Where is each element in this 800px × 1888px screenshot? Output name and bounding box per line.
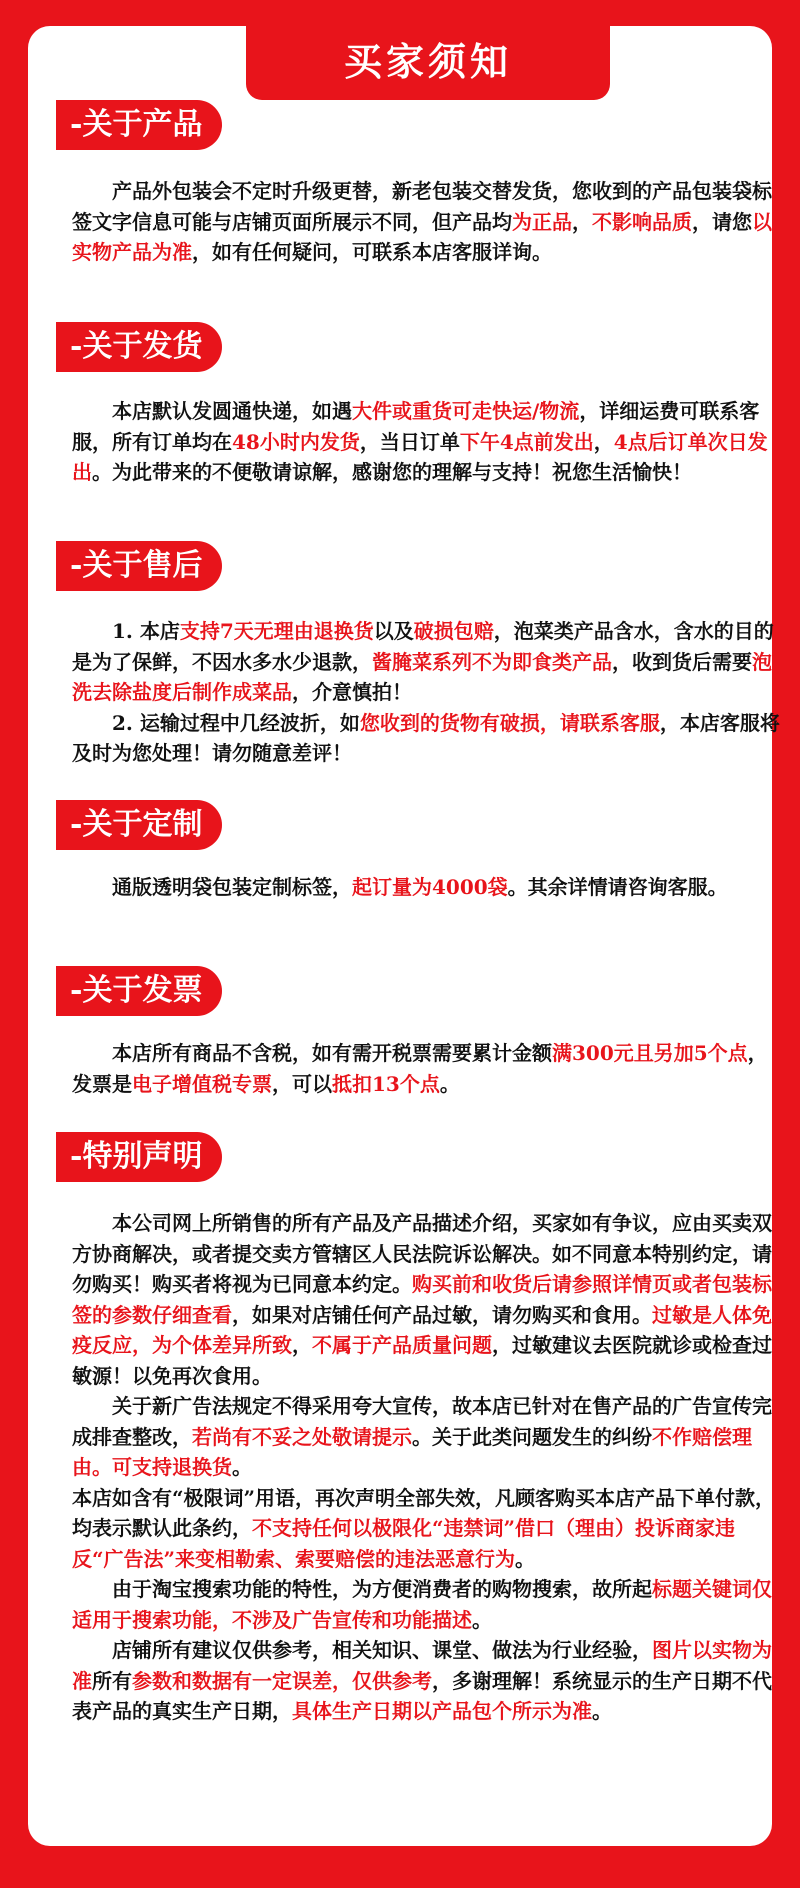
section-title-product: -关于产品	[56, 100, 222, 150]
body-text: 。	[439, 1071, 460, 1096]
paragraph	[72, 1208, 786, 1391]
body-text: 。	[472, 1607, 492, 1632]
paragraph	[72, 396, 786, 488]
highlight-text: 若尚有不妥之处敬请提示	[192, 1424, 412, 1449]
body-text: ，如果对店铺任何产品过敏，请勿购买和食用。	[232, 1302, 652, 1327]
body-text: 本店默认发圆通快递，如遇	[72, 399, 352, 423]
paragraph	[72, 1635, 786, 1727]
highlight-text: 抵扣13个点	[332, 1071, 440, 1096]
body-text: 。关于此类问题发生的纠纷	[412, 1424, 652, 1449]
body-text: 本店所有商品不含税，如有需开税票需要累计金额	[72, 1041, 552, 1065]
highlight-text: 破损包赔	[413, 619, 494, 643]
highlight-text: 参数和数据有一定误差，仅供参考	[132, 1668, 432, 1693]
body-text: ，当日订单	[359, 429, 460, 454]
paragraph	[72, 176, 786, 268]
highlight-text: 具体生产日期以产品包个所示为准	[292, 1699, 592, 1723]
body-text: 店铺所有建议仅供参考，相关知识、课堂、做法为行业经验，	[72, 1638, 652, 1662]
highlight-text: 电子增值税专票	[132, 1071, 272, 1096]
body-text: 关于新广告法规定不得采用夸大宣传，故本店已针对在售产品的广告宣传完成排查整改，	[72, 1394, 772, 1449]
highlight-text: 4点后订单次日发出	[72, 429, 768, 484]
body-text: ，发票是	[72, 1041, 768, 1096]
paragraph	[72, 1038, 786, 1099]
body-text: 由于淘宝搜索功能的特性，为方便消费者的购物搜索，故所起	[72, 1577, 652, 1601]
highlight-text: 您收到的货物有破损，请联系客服	[359, 710, 660, 735]
body-text: 。	[515, 1546, 536, 1571]
highlight-text: 下午4点前发出	[459, 429, 594, 454]
section-title-after-sales: -关于售后	[56, 541, 222, 591]
body-text: 本公司网上所销售的所有产品及产品描述介绍，买家如有争议，应由买卖双方协商解决，或者提交卖方管辖区人民法院诉讼解决。如不同意本特别约定，请勿购买！购买者将视为已同意本约定。	[72, 1211, 772, 1296]
highlight-text: 过敏是人体免疫反应，为个体差异所致	[72, 1302, 772, 1357]
body-text: 。	[592, 1699, 612, 1723]
highlight-text: 不作赔偿理由。可支持退换货	[72, 1424, 752, 1479]
body-text: 通版透明袋包装定制标签，	[72, 875, 352, 899]
body-text: 本店如含有“极限词”用语，再次声明全部失效，凡顾客购买本店产品下单付款，均表示默认此条约，	[72, 1485, 776, 1540]
body-text: 。其余详情请咨询客服。	[507, 875, 728, 899]
section-body-special-statement	[72, 1208, 786, 1727]
section-body-shipping	[72, 396, 786, 488]
highlight-text: 大件或重货可走快运/物流	[352, 399, 580, 423]
body-text: ，多谢理解！系统显示的生产日期不代表产品的真实生产日期，	[72, 1668, 772, 1723]
paragraph	[72, 1391, 786, 1483]
section-body-customization	[72, 872, 786, 903]
paragraph	[72, 708, 786, 769]
highlight-text: 酱腌菜系列不为即食类产品	[372, 649, 612, 674]
body-text: ，如有任何疑问，可联系本店客服详询。	[192, 240, 552, 264]
body-text: 1. 本店	[72, 619, 180, 643]
section-body-invoice	[72, 1038, 786, 1099]
highlight-text: 为正品	[512, 209, 572, 234]
paragraph	[72, 616, 786, 708]
body-text: 。	[232, 1455, 252, 1479]
highlight-text: 起订量为4000袋	[352, 875, 508, 899]
body-text: 以及	[373, 619, 414, 643]
highlight-text: 图片以实物为准	[72, 1638, 772, 1693]
section-title-shipping: -关于发货	[56, 322, 222, 372]
body-text: 2. 运输过程中几经波折，如	[72, 710, 360, 735]
highlight-text: 以实物产品为准	[72, 209, 772, 264]
highlight-text: 不影响品质	[592, 209, 692, 234]
section-title-customization: -关于定制	[56, 800, 222, 850]
paragraph	[72, 1483, 786, 1575]
body-text: 产品外包装会不定时升级更替，新老包装交替发货，您收到的产品包装袋标签文字信息可能与店铺页面所展示不同，但产品均	[72, 179, 772, 234]
highlight-text: 支持7天无理由退换货	[179, 619, 374, 643]
highlight-text: 购买前和收货后请参照详情页或者包装标签的参数仔细查看	[72, 1272, 772, 1327]
highlight-text: 不支持任何以极限化“违禁词”借口（理由）投诉商家违反“广告法”来变相勒索、索要赔偿的违法恶意行为	[72, 1516, 736, 1571]
body-text: ，可以	[272, 1071, 332, 1096]
body-text: ，本店客服将及时为您处理！请勿随意差评！	[72, 710, 780, 765]
section-body-product	[72, 176, 786, 268]
paragraph	[72, 872, 786, 903]
section-title-special-statement: -特别声明	[56, 1132, 222, 1182]
body-text: 。为此带来的不便敬请谅解，感谢您的理解与支持！祝您生活愉快！	[92, 460, 692, 484]
body-text: ，收到货后需要	[612, 649, 752, 674]
highlight-text: 不属于产品质量问题	[312, 1333, 492, 1357]
body-text: 所有	[92, 1668, 132, 1693]
body-text: ，	[593, 429, 614, 454]
highlight-text: 标题关键词仅适用于搜索功能，不涉及广告宣传和功能描述	[72, 1577, 772, 1632]
body-text: ，介意慎拍！	[292, 680, 412, 704]
page-title: 买家须知	[246, 26, 610, 100]
section-body-after-sales	[72, 616, 786, 769]
body-text: ，过敏建议去医院就诊或检查过敏源！以免再次食用。	[72, 1333, 772, 1388]
highlight-text: 满300元且另加5个点	[552, 1041, 748, 1065]
highlight-text: 泡洗去除盐度后制作成菜品	[72, 649, 772, 704]
body-text: ，	[572, 209, 592, 234]
body-text: ，泡菜类产品含水，含水的目的是为了保鲜，不因水多水少退款，	[72, 619, 774, 674]
notice-panel	[28, 26, 780, 1846]
section-title-invoice: -关于发票	[56, 966, 222, 1016]
body-text: ，详细运费可联系客服，所有订单均在	[72, 399, 760, 454]
body-text: ，请您	[692, 209, 752, 234]
highlight-text: 48小时内发货	[232, 429, 360, 454]
body-text: ，	[292, 1333, 312, 1357]
paragraph	[72, 1574, 786, 1635]
